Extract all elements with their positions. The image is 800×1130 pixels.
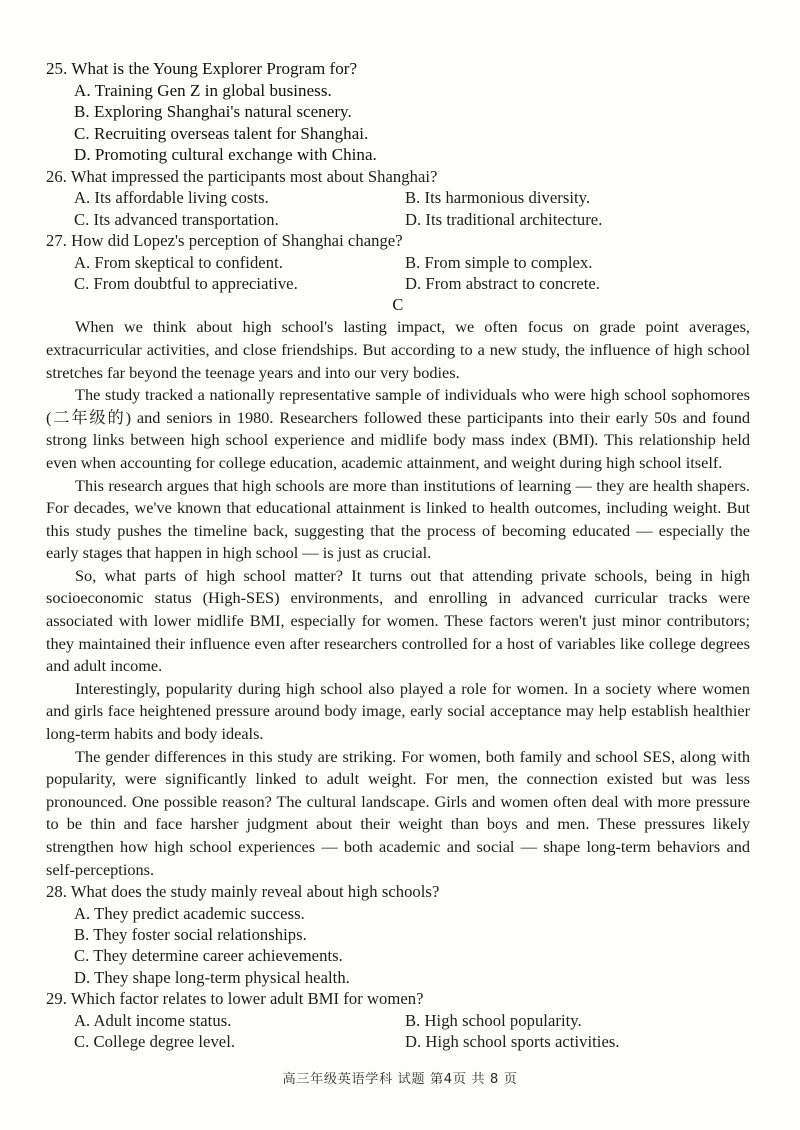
question-number-27: 27. [46, 231, 67, 251]
option-row-27-1 [46, 252, 750, 273]
question-stem-27 [46, 230, 750, 251]
option-26-d[interactable]: D. Its traditional architecture. [405, 209, 603, 229]
option-26-c[interactable]: C. Its advanced transportation. [74, 209, 279, 229]
option-27-a[interactable]: A. From skeptical to confident. [74, 252, 283, 272]
option-row-26-1 [46, 187, 750, 208]
option-row-27-2 [46, 273, 750, 294]
option-25-c[interactable]: C. Recruiting overseas talent for Shanghai. [74, 123, 369, 143]
option-28-d[interactable]: D. They shape long-term physical health. [74, 967, 350, 987]
passage-paragraph-1: When we think about high school's lasting impact, we often focus on grade point averages, extracurricular activities, and close friendships. But according to a new study, the influence of high school stretches far beyond the teenage years and into our very bodies. [46, 317, 750, 382]
question-text-29: Which factor relates to lower adult BMI for women? [70, 989, 424, 1009]
option-list-25 [46, 80, 750, 166]
option-27-c[interactable]: C. From doubtful to appreciative. [74, 273, 298, 293]
question-number-26: 26. [46, 166, 67, 186]
option-25-a[interactable]: A. Training Gen Z in global business. [74, 80, 332, 100]
passage-paragraph-4: So, what parts of high school matter? It turns out that attending private schools, being in high socioeconomic status (High-SES) environments, and enrolling in advanced curricular tracks were associated with lower midlife BMI, especially for women. These factors weren't just minor contributors; they maintained their influence even after researchers controlled for a host of variables like college degrees and adult income. [46, 565, 750, 676]
page-footer: 高三年级英语学科 试题 第4页 共 8 页 [282, 1072, 518, 1087]
option-28-a[interactable]: A. They predict academic success. [74, 903, 305, 923]
passage-body [46, 316, 750, 881]
passage-paragraph-5: Interestingly, popularity during high school also played a role for women. In a society where women and girls face heightened pressure around body image, early social acceptance may help establish healthier long-term habits and body ideals. [46, 678, 750, 744]
passage-section-label: C [392, 295, 404, 315]
question-text-27: How did Lopez's perception of Shanghai change? [71, 231, 403, 251]
option-row-29-2 [46, 1031, 750, 1052]
option-29-d[interactable]: D. High school sports activities. [405, 1032, 620, 1052]
question-block-25 [46, 58, 750, 166]
question-text-28: What does the study mainly reveal about high schools? [70, 882, 440, 902]
option-row-29-1 [46, 1010, 750, 1031]
option-27-b[interactable]: B. From simple to complex. [405, 252, 593, 272]
question-stem-28 [46, 881, 750, 902]
option-29-b[interactable]: B. High school popularity. [405, 1010, 582, 1030]
question-stem-25 [46, 58, 750, 80]
question-block-27 [46, 230, 750, 294]
question-stem-29 [46, 988, 750, 1009]
option-list-28 [46, 903, 750, 989]
option-29-c[interactable]: C. College degree level. [74, 1032, 236, 1052]
option-25-d[interactable]: D. Promoting cultural exchange with China. [74, 145, 377, 165]
option-29-a[interactable]: A. Adult income status. [74, 1010, 232, 1030]
passage-paragraph-2: The study tracked a nationally representative sample of individuals who were high school sophomores (二年级的) and seniors in 1980. Researchers followed these participants into their early 50s and found strong links between high school experience and midlife body mass index (BMI). This relationship held even when accounting for college education, academic attainment, and weight during high school itself. [46, 385, 750, 472]
passage-paragraph-3: This research argues that high schools are more than institutions of learning — they are health shapers. For decades, we've known that educational attainment is linked to health outcomes, including weight. But this study pushes the timeline back, suggesting that the process of becoming educated — especially the early stages that happen in high school — is just as crucial. [46, 475, 750, 563]
passage-paragraph-6: The gender differences in this study are striking. For women, both family and school SES, along with popularity, were significantly linked to adult weight. For men, the connection existed but was less pronounced. One possible reason? The cultural landscape. Girls and women often deal with more pressure to be thin and face harsher judgment about their weight than boys and men. These pressures likely strengthen how high school experiences — both academic and social — shape long-term behaviors and self-perceptions. [46, 746, 750, 879]
question-block-28 [46, 881, 750, 988]
question-number-28: 28. [46, 882, 67, 902]
page-content [46, 58, 750, 1052]
option-row-26-2 [46, 209, 750, 230]
option-27-d[interactable]: D. From abstract to concrete. [405, 273, 600, 293]
question-number-25: 25. [46, 59, 68, 78]
question-block-26 [46, 166, 750, 230]
question-number-29: 29. [46, 989, 67, 1009]
option-25-b[interactable]: B. Exploring Shanghai's natural scenery. [74, 102, 352, 122]
option-28-c[interactable]: C. They determine career achievements. [74, 946, 343, 966]
option-26-a[interactable]: A. Its affordable living costs. [74, 188, 269, 208]
option-26-b[interactable]: B. Its harmonious diversity. [405, 188, 591, 208]
question-block-29 [46, 988, 750, 1052]
question-text-26: What impressed the participants most about Shanghai? [70, 166, 438, 186]
question-text-25: What is the Young Explorer Program for? [71, 59, 358, 78]
option-28-b[interactable]: B. They foster social relationships. [74, 925, 307, 944]
question-stem-26 [46, 166, 750, 187]
